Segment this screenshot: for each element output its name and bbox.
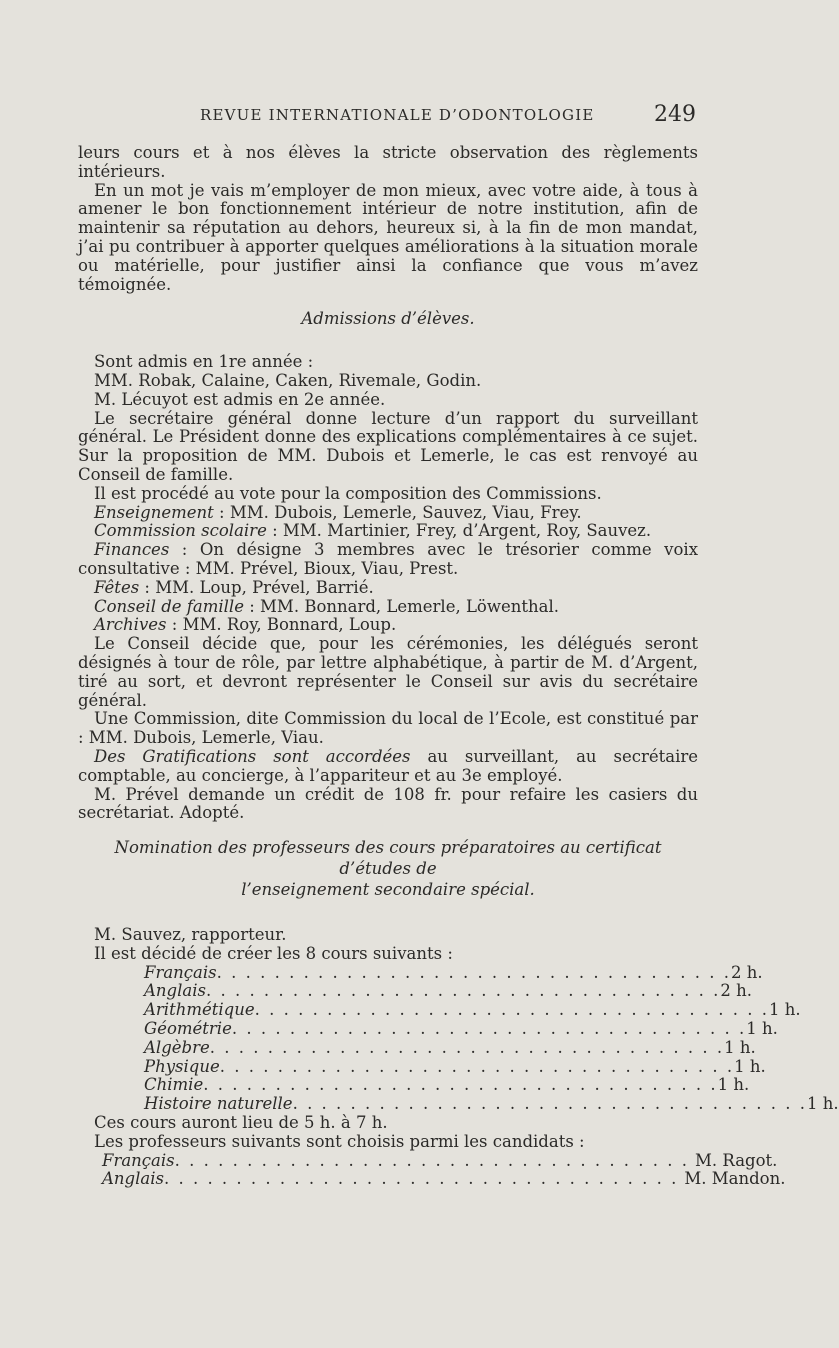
course-name: Histoire naturelle <box>144 1094 293 1114</box>
commission-scolaire <box>78 522 698 541</box>
course-hours: 2 h. <box>731 962 763 982</box>
course-row <box>144 1094 839 1114</box>
course-hours: 1 h. <box>717 1075 750 1095</box>
course-hours: 1 h. <box>724 1037 756 1057</box>
course-name: Physique <box>144 1056 220 1076</box>
course-list <box>78 962 839 1114</box>
course-name: Géométrie <box>144 1019 232 1039</box>
leader-dots: . . . . . . . . . . . . . . . . . . . . . . . . . . . . . . . . . . . . <box>219 1056 735 1076</box>
leader-dots: . . . . . . . . . . . . . . . . . . . . . . . . . . . . . . . . . . . . <box>203 1075 718 1095</box>
course-name: Chimie <box>144 1075 204 1095</box>
paragraph: M. Lécuyot est admis en 2e année. <box>94 389 386 409</box>
gratifications-paragraph <box>78 748 698 786</box>
page-number: 249 <box>654 102 696 127</box>
commission-members: : MM. Martinier, Frey, d’Argent, Roy, Sauvez. <box>266 521 652 541</box>
paragraph: M. Sauvez, rapporteur. <box>94 925 287 945</box>
leader-dots: . . . . . . . . . . . . . . . . . . . . . . . . . . . . . . . . . . . . <box>292 1094 807 1114</box>
gratifications-text: au surveillant, au secrétaire comptable, au concierge, à l’appariteur et au 3e employé. <box>78 746 699 785</box>
paragraph: M. Prével demande un crédit de 108 fr. pour refaire les casiers du secrétariat. Adopté. <box>78 784 698 823</box>
course-hours: 1 h. <box>769 1000 801 1020</box>
commission-finances <box>78 541 698 579</box>
commission-members: : MM. Loup, Prével, Barrié. <box>139 577 374 597</box>
course-row <box>144 1037 756 1058</box>
commission-label: Fêtes <box>94 577 140 597</box>
course-hours: 2 h. <box>720 981 752 1001</box>
course-hours: 1 h. <box>746 1019 778 1039</box>
commission-enseignement <box>78 504 698 523</box>
course-name: Algèbre <box>144 1037 210 1057</box>
commission-label: Commission scolaire <box>94 521 267 541</box>
teacher-name: M. Mandon. <box>684 1169 786 1189</box>
commission-members: : MM. Roy, Bonnard, Loup. <box>166 615 397 635</box>
page-body <box>78 143 839 1189</box>
commission-label: Enseignement <box>94 502 214 522</box>
paragraph: Il est procédé au vote pour la composition des Commissions. <box>94 483 602 503</box>
teacher-list <box>78 1150 786 1190</box>
teacher-subject: Français <box>102 1150 175 1170</box>
paragraph: Il est décidé de créer les 8 cours suivants : <box>94 943 453 963</box>
commission-fetes <box>78 579 698 598</box>
paragraph: Sont admis en 1re année : <box>94 352 314 372</box>
journal-title: REVUE INTERNATIONALE D’ODONTOLOGIE <box>200 106 595 124</box>
paragraph: leurs cours et à nos élèves la stricte observation des règlements intérieurs. <box>78 143 698 181</box>
running-header <box>78 102 696 132</box>
commission-label: Conseil de famille <box>94 596 244 616</box>
commission-archives <box>78 616 698 635</box>
gratifications-label: Des Gratifications sont accordées <box>94 746 411 766</box>
leader-dots: . . . . . . . . . . . . . . . . . . . . . . . . . . . . . . . . . . . . <box>205 981 721 1001</box>
commission-label: Archives <box>94 615 167 635</box>
commission-conseil <box>78 598 698 617</box>
section-heading-admissions: Admissions d’élèves. <box>301 309 475 329</box>
paragraph: Le secrétaire général donne lecture d’un rapport du surveillant général. Le Président donne des explications complémentaires à ce sujet. Sur la proposition de MM. Dubois et Lemerle, le cas est renvoyé au Conseil de famille. <box>78 408 698 484</box>
teacher-row <box>102 1150 778 1171</box>
course-row <box>144 1075 750 1095</box>
commission-members: : On désigne 3 membres avec le trésorier comme voix consultative : MM. Prével, Bioux, Viau, Prest. <box>78 540 698 578</box>
teacher-subject: Anglais <box>102 1169 164 1189</box>
section-heading-nomination <box>78 837 698 900</box>
course-hours: 1 h. <box>734 1056 766 1076</box>
heading-line-1: Nomination des professeurs des cours préparatoires au certificat d’études de <box>114 838 662 879</box>
course-name: Arithmétique <box>144 1000 255 1020</box>
leader-dots: . . . . . . . . . . . . . . . . . . . . . . . . . . . . . . . . . . . . <box>216 962 732 982</box>
leader-dots: . . . . . . . . . . . . . . . . . . . . . . . . . . . . . . . . . . . . <box>209 1037 725 1057</box>
course-name: Anglais <box>144 981 206 1001</box>
teacher-row <box>102 1169 786 1189</box>
leader-dots: . . . . . . . . . . . . . . . . . . . . . . . . . . . . . . . . . . . . <box>174 1150 690 1170</box>
paragraph: Les professeurs suivants sont choisis parmi les candidats : <box>94 1131 585 1151</box>
course-row <box>144 1019 778 1039</box>
course-row <box>144 1000 801 1020</box>
course-row <box>144 1056 766 1077</box>
paragraph: MM. Robak, Calaine, Caken, Rivemale, Godin. <box>94 370 482 390</box>
leader-dots: . . . . . . . . . . . . . . . . . . . . . . . . . . . . . . . . . . . . <box>163 1169 679 1189</box>
paragraph: Le Conseil décide que, pour les cérémonies, les délégués seront désignés à tour de rôle, par lettre alphabétique, à partir de M. d’Argent, tiré au sort, et devront représenter le Conseil sur avis du secrétaire général. <box>78 634 698 710</box>
paragraph: En un mot je vais m’employer de mon mieux, avec votre aide, à tous à amener le bon fonctionnement intérieur de notre institution, afin de maintenir sa réputation au dehors, heureux si, à la fin de mon mandat, j’ai pu contribuer à apporter quelques améliorations à la situation morale ou matérielle, pour justifier ainsi la confiance que vous m’avez témoignée. <box>78 180 698 294</box>
leader-dots: . . . . . . . . . . . . . . . . . . . . . . . . . . . . . . . . . . . . <box>231 1019 747 1039</box>
commission-members: : MM. Dubois, Lemerle, Sauvez, Viau, Frey. <box>213 502 582 522</box>
teacher-name: M. Ragot. <box>695 1150 778 1170</box>
course-row <box>144 981 752 1001</box>
paragraph: Une Commission, dite Commission du local de l’Ecole, est constitué par : MM. Dubois, Lemerle, Viau. <box>78 709 698 748</box>
commission-label: Finances <box>94 540 170 560</box>
commission-members: : MM. Bonnard, Lemerle, Löwenthal. <box>243 596 559 616</box>
paragraph: Ces cours auront lieu de 5 h. à 7 h. <box>94 1113 388 1133</box>
leader-dots: . . . . . . . . . . . . . . . . . . . . . . . . . . . . . . . . . . . . <box>254 1000 770 1020</box>
course-row <box>144 962 763 983</box>
course-name: Français <box>144 962 217 982</box>
heading-line-2: l’enseignement secondaire spécial. <box>241 880 535 900</box>
course-hours: 1 h. <box>806 1094 839 1114</box>
